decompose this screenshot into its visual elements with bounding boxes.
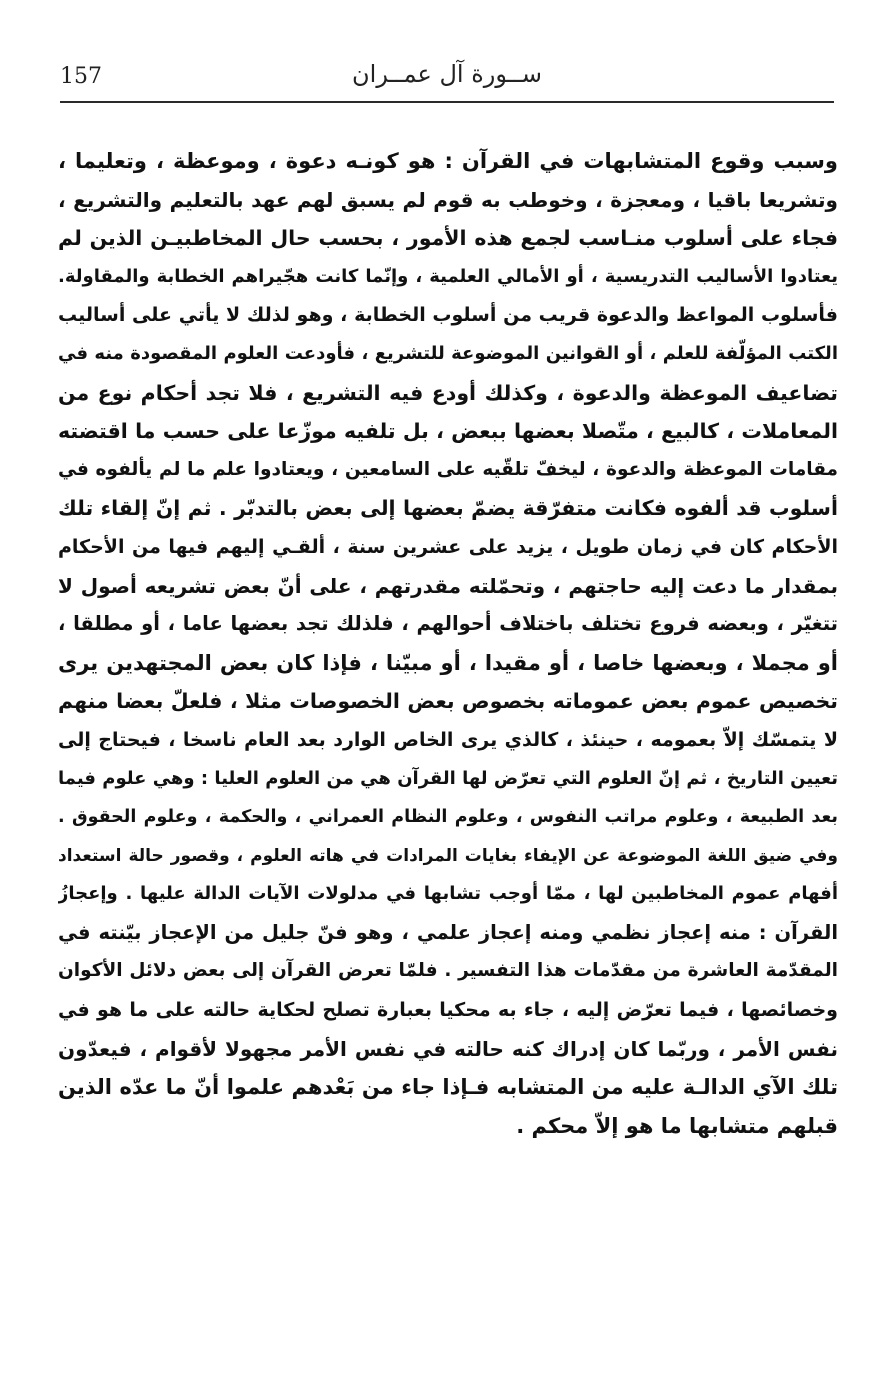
running-title: ســورة آل عمــران [352,60,542,88]
text-line: تتغيّر ، وبعضه فروع تختلف باختلاف أحوالهم ، فلذلك تجد بعضها عاما ، أو مطلقا ، [58,612,838,636]
text-line: مقامات الموعظة والدعوة ، ليخفّ تلقّيه على السامعين ، ويعتادوا علم ما لم يألفوه في [58,458,838,480]
text-line: تضاعيف الموعظة والدعوة ، وكذلك أودع فيه التشريع ، فلا تجد أحكام نوع من [58,380,838,405]
text-line: تعيين التاريخ ، ثم إنّ العلوم التي تعرّض لها القرآن هي من العلوم العليا : وهي علوم فيما [58,767,838,789]
page-number: 157 [60,64,102,89]
text-line: المعاملات ، كالبيع ، متّصلا بعضها ببعض ، بل تلفيه موزّعا على حسب ما اقتضته [58,419,838,444]
text-line: لا يتمسّك إلاّ بعمومه ، حينئذ ، كالذي يرى الخاص الوارد بعد العام ناسخا ، فيحتاج إلى [58,728,838,751]
text-line: فجاء على أسلوب منـاسب لجمع هذه الأمور ، بحسب حال المخاطبيـن الذين لم [58,226,838,251]
text-line: أو مجملا ، وبعضها خاصا ، أو مقيدا ، أو مبيّنا ، فإذا كان بعض المجتهدين يرى [58,650,838,675]
text-line: وخصائصها ، فيما تعرّض إليه ، جاء به محكيا بعبارة تصلح لحكاية حالته على ما هو في [58,999,838,1022]
text-line: فأسلوب المواعظ والدعوة قريب من أسلوب الخطابة ، وهو لذلك لا يأتي على أساليب [58,304,838,327]
text-line: بعد الطبيعة ، وعلوم مراتب النفوس ، وعلوم النظام العمراني ، والحكمة ، وعلوم الحقوق . [58,807,838,828]
text-line: أسلوب قد ألفوه فكانت متفرّقة يضمّ بعضها إلى بعض بالتدبّر . ثم إنّ إلقاء تلك [58,496,838,521]
text-line: وسبب وقوع المتشابهات في القرآن : هو كونـه دعوة ، وموعظة ، وتعليما ، [58,149,838,173]
text-line: بمقدار ما دعت إليه حاجتهم ، وتحمّلته مقدرتهم ، على أنّ بعض تشريعه أصول لا [58,573,838,598]
header-rule [60,101,834,103]
text-line: وفي ضيق اللغة الموضوعة عن الإيفاء بغايات المرادات في هاته العلوم ، وقصور حالة استعداد [58,845,838,866]
text-line: المقدّمة العاشرة من مقدّمات هذا التفسير . فلمّا تعرض القرآن إلى بعض دلائل الأكوان [58,960,838,982]
text-line: تلك الآي الدالـة عليه من المتشابه فـإذا جاء من بَعْدهم علموا أنّ ما عدّه الذين [58,1075,838,1100]
text-line: قبلهم متشابها ما هو إلاّ محكم . [516,1113,838,1138]
text-line: وتشريعا باقيا ، ومعجزة ، وخوطب به قوم لم يسبق لهم عهد بالتعليم والتشريع ، [58,187,838,212]
body-text [58,142,838,1145]
text-line: الكتب المؤلّفة للعلم ، أو القوانين الموضوعة للتشريع ، فأودعت العلوم المقصودة منه في [58,342,838,364]
text-line: نفس الأمر ، وربّما كان إدراك كنه حالته في نفس الأمر مجهولا لأقوام ، فيعدّون [58,1036,838,1061]
page-header [60,58,834,98]
text-line: يعتادوا الأساليب التدريسية ، أو الأمالي العلمية ، وإنّما كانت هجّيراهم الخطابة والمقاولة. [58,265,838,287]
text-line: الأحكام كان في زمان طويل ، يزيد على عشرين سنة ، ألقـي إليهم فيها من الأحكام [58,535,838,558]
text-line: القرآن : منه إعجاز نظمي ومنه إعجاز علمي ، وهو فنّ جليل من الإعجاز بيّنته في [58,920,838,944]
text-line: تخصيص عموم بعض عموماته بخصوص بعض الخصوصات مثلا ، فلعلّ بعضا منهم [58,689,838,714]
text-line: أفهام عموم المخاطبين لها ، ممّا أوجب تشابها في مدلولات الآيات الدالة عليها . وإعجازُ [58,883,838,905]
